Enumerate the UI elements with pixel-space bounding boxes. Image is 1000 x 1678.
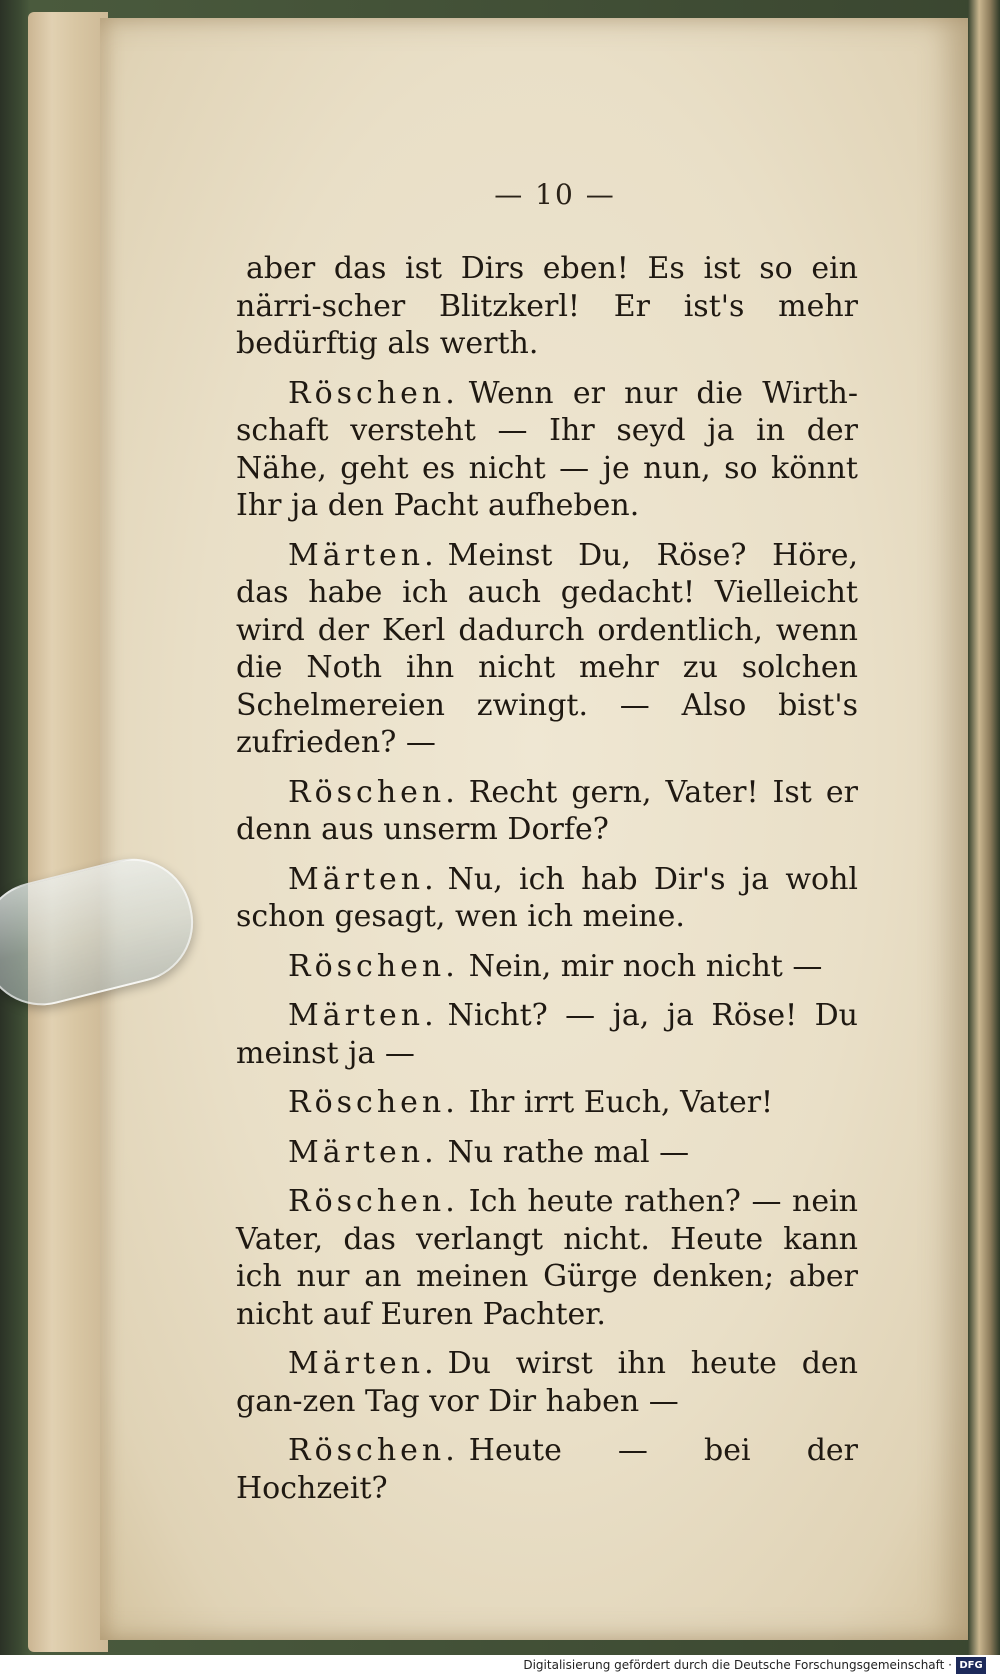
paragraph xyxy=(236,375,858,525)
paragraph xyxy=(236,861,858,936)
dfg-logo: DFG xyxy=(956,1657,986,1674)
paragraph xyxy=(236,997,858,1072)
speaker-name: Märten. xyxy=(288,1346,438,1381)
paragraph-text: Nu, ich hab Dir's ja wohl schon gesagt, wen ich meine. xyxy=(236,861,858,934)
paragraph-text: Heute — bei der Hochzeit? xyxy=(236,1433,858,1506)
paragraph-text: Wenn er nur die Wirth-schaft versteht — Ihr seyd ja in der Nähe, geht es nicht — je nun, so könnt Ihr ja den Pacht aufheben. xyxy=(236,375,858,523)
page-number: — 10 — xyxy=(494,178,616,211)
paragraph xyxy=(236,1432,858,1507)
speaker-name: Märten. xyxy=(288,861,438,897)
paragraph xyxy=(236,1345,858,1420)
paragraph xyxy=(236,948,858,986)
paragraph xyxy=(236,774,858,849)
book-spine-edge xyxy=(968,0,1000,1655)
paragraph xyxy=(236,1183,858,1333)
paragraph xyxy=(236,1134,858,1172)
paragraph xyxy=(236,1084,858,1122)
paragraph-text: Nu rathe mal — xyxy=(447,1134,690,1170)
speaker-name: Röschen. xyxy=(288,948,459,984)
funding-credit: Digitalisierung gefördert durch die Deutsche Forschungsgemeinschaft · xyxy=(523,1658,952,1672)
paragraph xyxy=(236,250,858,363)
page-body xyxy=(236,250,858,1519)
book-page-edges xyxy=(28,12,108,1652)
speaker-name: Röschen. xyxy=(288,1184,459,1219)
digitization-footer xyxy=(0,1655,1000,1678)
paragraph-text: Ich heute rathen? — nein Vater, das verlangt nicht. Heute kann ich nur an meinen Gürge denken; aber nicht auf Euren Pachter. xyxy=(236,1184,858,1332)
paragraph xyxy=(236,537,858,762)
paragraph-text: Ihr irrt Euch, Vater! xyxy=(468,1085,774,1120)
speaker-name: Märten. xyxy=(288,998,438,1033)
speaker-name: Röschen. xyxy=(288,774,459,810)
speaker-name: Röschen. xyxy=(288,1433,459,1468)
paragraph-text: Nein, mir noch nicht — xyxy=(468,948,823,984)
paragraph-text: aber das ist Dirs eben! Es ist so ein närri-scher Blitzkerl! Er ist's mehr bedürftig als werth. xyxy=(236,251,858,361)
speaker-name: Märten. xyxy=(288,537,438,573)
speaker-name: Märten. xyxy=(288,1134,438,1170)
paragraph-text: Recht gern, Vater! Ist er denn aus unserm Dorfe? xyxy=(236,774,858,847)
speaker-name: Röschen. xyxy=(288,1085,459,1120)
speaker-name: Röschen. xyxy=(288,375,459,411)
paragraph-text: Meinst Du, Röse? Höre, das habe ich auch gedacht! Vielleicht wird der Kerl dadurch ordentlich, wenn die Noth ihn nicht mehr zu solchen Schelmereien zwingt. — Also bist's zufrieden? — xyxy=(236,537,858,760)
paragraph-text: Du wirst ihn heute den gan-zen Tag vor Dir haben — xyxy=(236,1346,858,1419)
paragraph-text: Nicht? — ja, ja Röse! Du meinst ja — xyxy=(236,998,858,1071)
